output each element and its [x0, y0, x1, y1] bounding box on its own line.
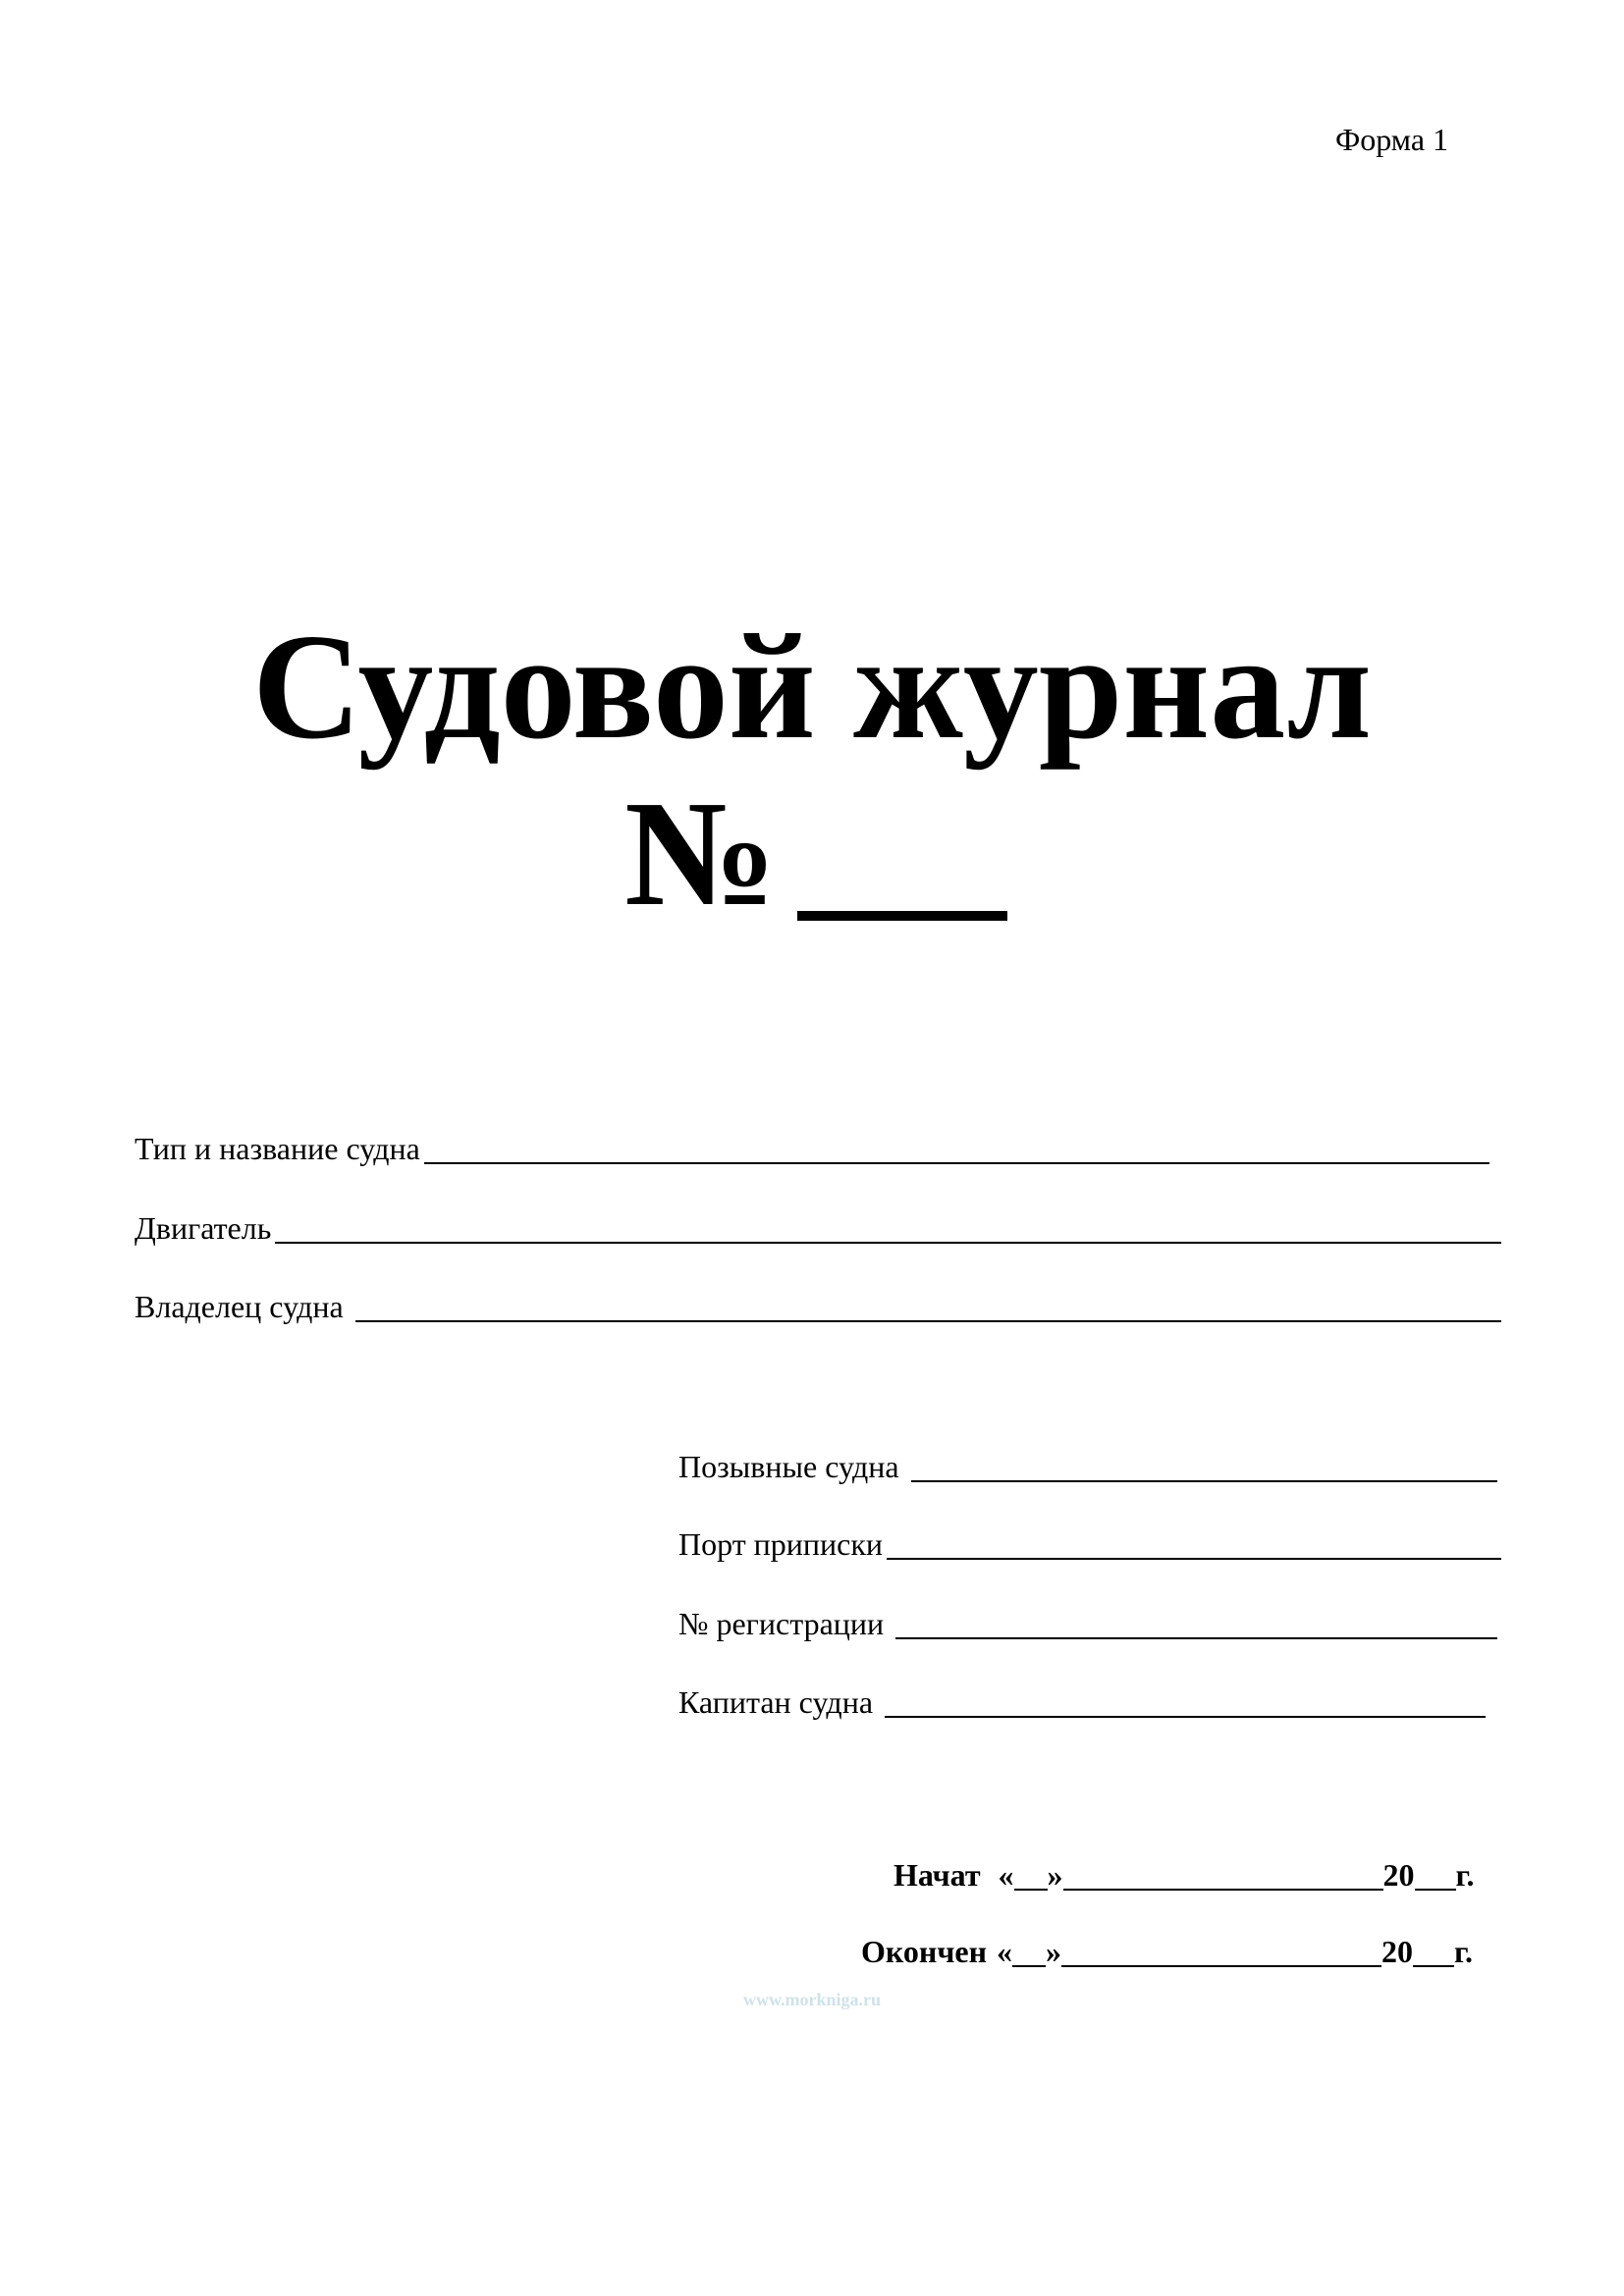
owner-label: Владелец судна: [135, 1289, 344, 1324]
journal-number-field[interactable]: [797, 911, 1007, 921]
close-quote: »: [1047, 1857, 1063, 1893]
ended-year-prefix: 20: [1381, 1934, 1414, 1969]
form-label: Форма 1: [1335, 122, 1449, 157]
engine-row: [135, 1208, 1501, 1248]
captain-label: Капитан судна: [678, 1684, 874, 1720]
started-year-suffix: г.: [1455, 1857, 1475, 1893]
call-sign-row: [678, 1447, 1497, 1486]
vessel-type-name-row: [135, 1129, 1489, 1168]
ended-day-field[interactable]: [1012, 1936, 1046, 1967]
engine-field[interactable]: [275, 1212, 1501, 1244]
home-port-row: [678, 1524, 1501, 1564]
started-day-field[interactable]: [1014, 1859, 1048, 1891]
registration-label: № регистрации: [678, 1606, 885, 1641]
started-date-row: [893, 1855, 1474, 1895]
registration-field[interactable]: [895, 1608, 1497, 1639]
open-quote: «: [998, 1857, 1014, 1893]
owner-field[interactable]: [355, 1291, 1501, 1322]
vessel-type-name-field[interactable]: [424, 1133, 1489, 1164]
call-sign-field[interactable]: [911, 1451, 1497, 1482]
started-year-field[interactable]: [1415, 1859, 1456, 1891]
started-year-prefix: 20: [1382, 1857, 1415, 1893]
engine-label: Двигатель: [135, 1210, 272, 1246]
ended-year-field[interactable]: [1413, 1936, 1454, 1967]
captain-row: [678, 1682, 1486, 1722]
page-title: Судовой журнал: [252, 604, 1372, 771]
watermark: www.morkniga.ru: [742, 1990, 881, 2009]
close-quote: »: [1046, 1934, 1062, 1969]
home-port-field[interactable]: [887, 1528, 1501, 1560]
ended-year-suffix: г.: [1454, 1934, 1473, 1969]
captain-field[interactable]: [885, 1686, 1486, 1718]
ended-month-field[interactable]: [1061, 1936, 1381, 1967]
vessel-type-name-label: Тип и название судна: [135, 1131, 420, 1166]
owner-row: [135, 1287, 1501, 1326]
started-month-field[interactable]: [1063, 1859, 1383, 1891]
journal-number-sign: №: [624, 771, 777, 937]
call-sign-label: Позывные судна: [678, 1449, 899, 1484]
started-label: Начат: [893, 1857, 981, 1893]
registration-row: [678, 1604, 1497, 1643]
home-port-label: Порт приписки: [678, 1526, 884, 1562]
ended-label: Окончен: [861, 1934, 988, 1969]
open-quote: «: [997, 1934, 1013, 1969]
ended-date-row: [861, 1932, 1473, 1971]
